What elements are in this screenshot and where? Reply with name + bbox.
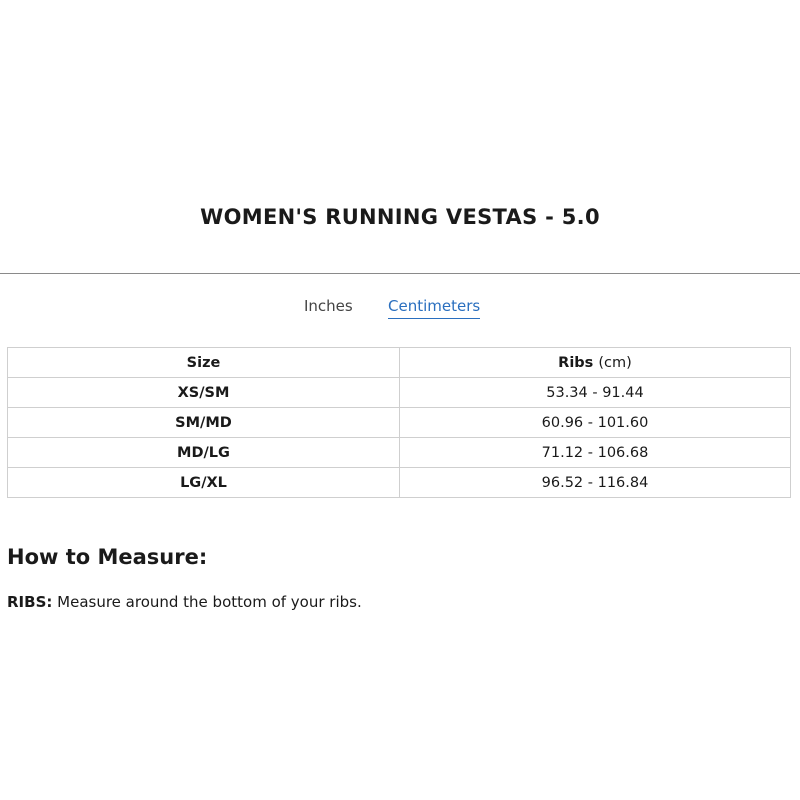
table-row (8, 378, 791, 408)
unit-tabs (0, 297, 800, 321)
size-cell: SM/MD (8, 408, 400, 438)
measure-label-ribs: RIBS: (7, 593, 53, 611)
tab-centimeters[interactable]: Centimeters (388, 297, 480, 319)
header-ribs-label: Ribs (558, 354, 594, 371)
size-cell: MD/LG (8, 438, 400, 468)
title-divider (0, 273, 800, 274)
header-ribs (400, 348, 791, 378)
size-cell: LG/XL (8, 468, 400, 498)
table-row (8, 438, 791, 468)
page-title: WOMEN'S RUNNING VESTAS - 5.0 (200, 205, 600, 229)
tab-inches[interactable]: Inches (304, 297, 353, 315)
ribs-cell: 71.12 - 106.68 (400, 438, 791, 468)
ribs-cell: 60.96 - 101.60 (400, 408, 791, 438)
header-size (8, 348, 400, 378)
header-ribs-unit: (cm) (598, 354, 632, 371)
how-to-measure-heading: How to Measure: (7, 545, 208, 569)
table-row (8, 408, 791, 438)
table-header-row (8, 348, 791, 378)
size-table (7, 347, 791, 498)
ribs-cell: 53.34 - 91.44 (400, 378, 791, 408)
measure-text-ribs: Measure around the bottom of your ribs. (52, 593, 362, 611)
ribs-cell: 96.52 - 116.84 (400, 468, 791, 498)
header-size-label: Size (186, 354, 221, 371)
table-row (8, 468, 791, 498)
measure-instruction-ribs (7, 593, 362, 611)
size-cell: XS/SM (8, 378, 400, 408)
